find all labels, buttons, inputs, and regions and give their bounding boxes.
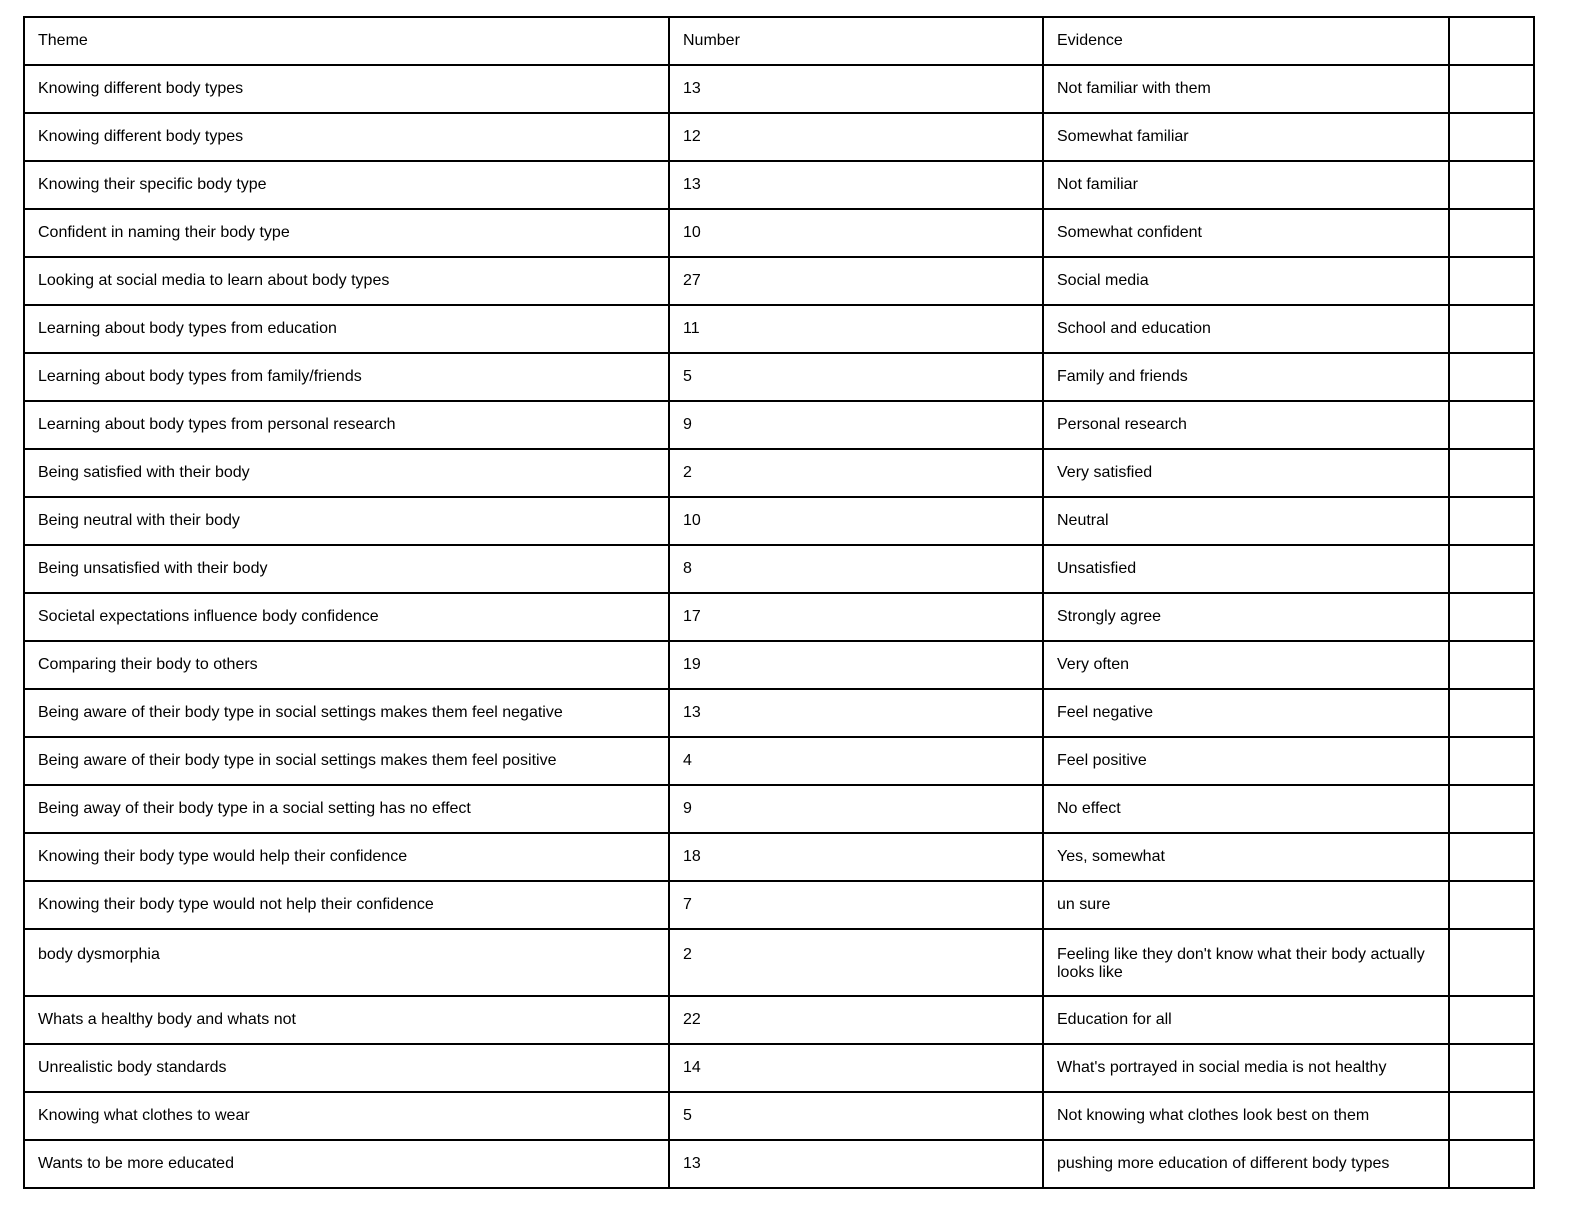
- table-row: [24, 929, 1534, 996]
- extra-cell: [1449, 449, 1534, 497]
- evidence-cell: Not knowing what clothes look best on them: [1043, 1092, 1449, 1140]
- extra-cell: [1449, 65, 1534, 113]
- number-cell: 5: [669, 1092, 1043, 1140]
- theme-cell: Knowing different body types: [24, 65, 669, 113]
- evidence-cell: Feeling like they don't know what their body actually looks like: [1043, 929, 1449, 996]
- extra-cell: [1449, 593, 1534, 641]
- evidence-cell: Neutral: [1043, 497, 1449, 545]
- evidence-cell: Social media: [1043, 257, 1449, 305]
- number-cell: 8: [669, 545, 1043, 593]
- theme-cell: Being neutral with their body: [24, 497, 669, 545]
- theme-cell: Learning about body types from education: [24, 305, 669, 353]
- extra-cell: [1449, 1044, 1534, 1092]
- number-cell: 2: [669, 929, 1043, 996]
- table-row: [24, 1044, 1534, 1092]
- evidence-cell: Somewhat confident: [1043, 209, 1449, 257]
- extra-cell: [1449, 113, 1534, 161]
- theme-cell: Knowing different body types: [24, 113, 669, 161]
- number-cell: 4: [669, 737, 1043, 785]
- number-cell: 11: [669, 305, 1043, 353]
- theme-cell: Learning about body types from personal research: [24, 401, 669, 449]
- evidence-cell: Strongly agree: [1043, 593, 1449, 641]
- table-row: [24, 161, 1534, 209]
- header-theme: Theme: [24, 17, 669, 65]
- evidence-cell: Yes, somewhat: [1043, 833, 1449, 881]
- extra-cell: [1449, 785, 1534, 833]
- theme-cell: Whats a healthy body and whats not: [24, 996, 669, 1044]
- themes-table: [23, 16, 1535, 1189]
- extra-cell: [1449, 641, 1534, 689]
- table-row: [24, 833, 1534, 881]
- number-cell: 17: [669, 593, 1043, 641]
- theme-cell: Knowing their body type would not help their confidence: [24, 881, 669, 929]
- theme-cell: Knowing what clothes to wear: [24, 1092, 669, 1140]
- theme-cell: Knowing their specific body type: [24, 161, 669, 209]
- extra-cell: [1449, 996, 1534, 1044]
- number-cell: 10: [669, 497, 1043, 545]
- table-row: [24, 113, 1534, 161]
- number-cell: 7: [669, 881, 1043, 929]
- evidence-cell: Feel positive: [1043, 737, 1449, 785]
- theme-cell: Being aware of their body type in social settings makes them feel positive: [24, 737, 669, 785]
- theme-cell: body dysmorphia: [24, 929, 669, 996]
- number-cell: 13: [669, 161, 1043, 209]
- theme-cell: Being aware of their body type in social settings makes them feel negative: [24, 689, 669, 737]
- theme-cell: Confident in naming their body type: [24, 209, 669, 257]
- table-body: [24, 17, 1534, 1188]
- number-cell: 9: [669, 401, 1043, 449]
- number-cell: 12: [669, 113, 1043, 161]
- evidence-cell: Personal research: [1043, 401, 1449, 449]
- extra-cell: [1449, 929, 1534, 996]
- table-row: [24, 689, 1534, 737]
- extra-cell: [1449, 497, 1534, 545]
- theme-cell: Wants to be more educated: [24, 1140, 669, 1188]
- number-cell: 14: [669, 1044, 1043, 1092]
- table-row: [24, 996, 1534, 1044]
- extra-cell: [1449, 353, 1534, 401]
- evidence-cell: un sure: [1043, 881, 1449, 929]
- table-row: [24, 305, 1534, 353]
- number-cell: 19: [669, 641, 1043, 689]
- number-cell: 9: [669, 785, 1043, 833]
- table-row: [24, 737, 1534, 785]
- header-evidence: Evidence: [1043, 17, 1449, 65]
- theme-cell: Unrealistic body standards: [24, 1044, 669, 1092]
- evidence-cell: pushing more education of different body types: [1043, 1140, 1449, 1188]
- theme-cell: Looking at social media to learn about body types: [24, 257, 669, 305]
- extra-cell: [1449, 401, 1534, 449]
- header-extra: [1449, 17, 1534, 65]
- extra-cell: [1449, 209, 1534, 257]
- evidence-cell: School and education: [1043, 305, 1449, 353]
- number-cell: 22: [669, 996, 1043, 1044]
- table-row: [24, 881, 1534, 929]
- extra-cell: [1449, 305, 1534, 353]
- table-row: [24, 1092, 1534, 1140]
- extra-cell: [1449, 545, 1534, 593]
- table-row: [24, 1140, 1534, 1188]
- extra-cell: [1449, 737, 1534, 785]
- table-row: [24, 65, 1534, 113]
- theme-cell: Being unsatisfied with their body: [24, 545, 669, 593]
- number-cell: 13: [669, 689, 1043, 737]
- extra-cell: [1449, 1140, 1534, 1188]
- number-cell: 13: [669, 1140, 1043, 1188]
- extra-cell: [1449, 833, 1534, 881]
- evidence-cell: Unsatisfied: [1043, 545, 1449, 593]
- table-row: [24, 401, 1534, 449]
- evidence-cell: Not familiar: [1043, 161, 1449, 209]
- evidence-cell: Education for all: [1043, 996, 1449, 1044]
- header-number: Number: [669, 17, 1043, 65]
- extra-cell: [1449, 257, 1534, 305]
- number-cell: 5: [669, 353, 1043, 401]
- table-row: [24, 785, 1534, 833]
- theme-cell: Knowing their body type would help their confidence: [24, 833, 669, 881]
- evidence-cell: Somewhat familiar: [1043, 113, 1449, 161]
- theme-cell: Being away of their body type in a social setting has no effect: [24, 785, 669, 833]
- header-row: [24, 17, 1534, 65]
- evidence-cell: Not familiar with them: [1043, 65, 1449, 113]
- number-cell: 2: [669, 449, 1043, 497]
- table-row: [24, 593, 1534, 641]
- extra-cell: [1449, 1092, 1534, 1140]
- table-row: [24, 497, 1534, 545]
- table-row: [24, 545, 1534, 593]
- evidence-cell: Very often: [1043, 641, 1449, 689]
- theme-cell: Comparing their body to others: [24, 641, 669, 689]
- evidence-cell: Feel negative: [1043, 689, 1449, 737]
- extra-cell: [1449, 689, 1534, 737]
- theme-cell: Being satisfied with their body: [24, 449, 669, 497]
- evidence-cell: Very satisfied: [1043, 449, 1449, 497]
- theme-cell: Learning about body types from family/friends: [24, 353, 669, 401]
- table-row: [24, 449, 1534, 497]
- theme-cell: Societal expectations influence body confidence: [24, 593, 669, 641]
- table-row: [24, 257, 1534, 305]
- number-cell: 27: [669, 257, 1043, 305]
- number-cell: 18: [669, 833, 1043, 881]
- number-cell: 10: [669, 209, 1043, 257]
- evidence-cell: No effect: [1043, 785, 1449, 833]
- table-row: [24, 641, 1534, 689]
- number-cell: 13: [669, 65, 1043, 113]
- extra-cell: [1449, 161, 1534, 209]
- table-row: [24, 353, 1534, 401]
- extra-cell: [1449, 881, 1534, 929]
- evidence-cell: What's portrayed in social media is not healthy: [1043, 1044, 1449, 1092]
- evidence-cell: Family and friends: [1043, 353, 1449, 401]
- table-row: [24, 209, 1534, 257]
